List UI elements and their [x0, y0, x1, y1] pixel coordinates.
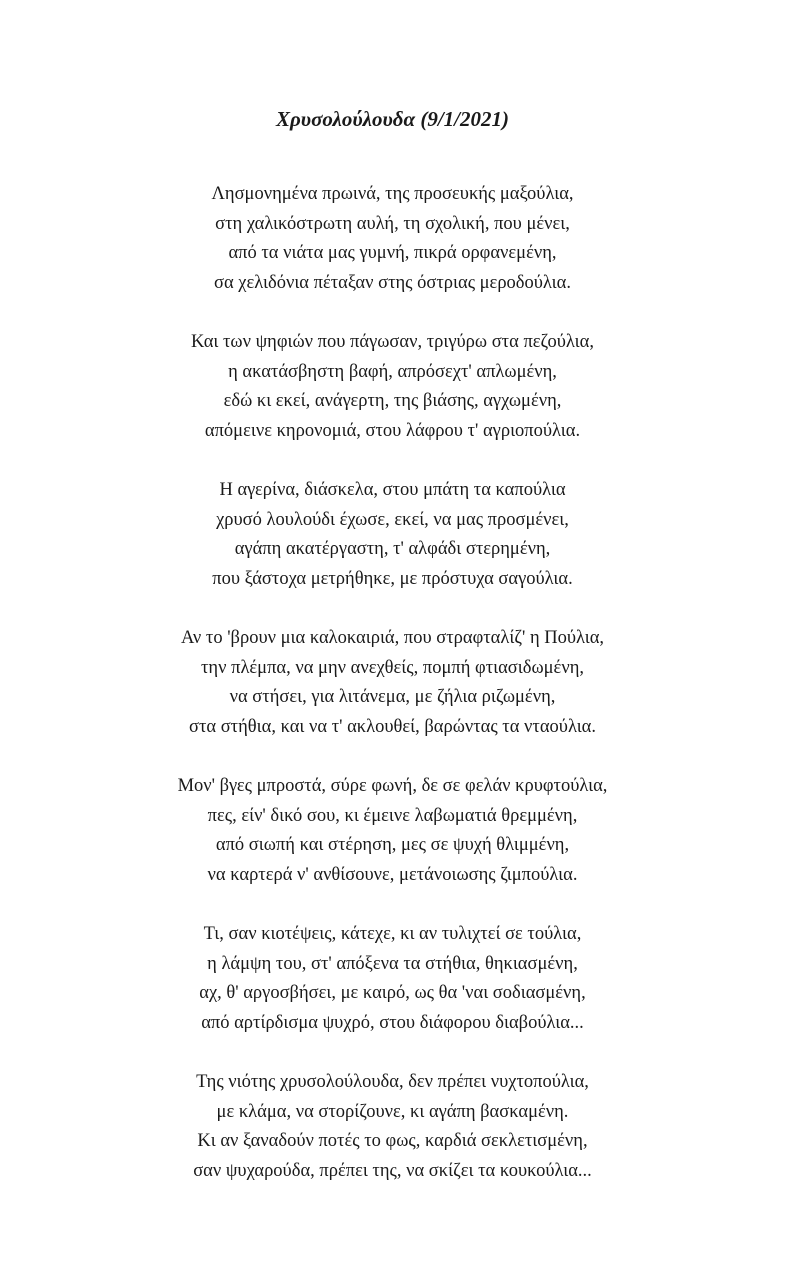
poem-line: στα στήθια, και να τ' ακλουθεί, βαρώντας τα νταούλια.	[188, 716, 597, 737]
poem-line: Μον' βγες μπροστά, σύρε φωνή, δε σε φελάν κρυφτούλια,	[177, 776, 608, 796]
poem-line: η ακατάσβηστη βαφή, απρόσεχτ' απλωμένη,	[228, 361, 557, 382]
stanza-1	[0, 180, 785, 298]
poem-line: Η αγερίνα, διάσκελα, στου μπάτη τα καπούλια	[219, 480, 566, 500]
poem-line: από τα νιάτα μας γυμνή, πικρά ορφανεμένη,	[228, 243, 557, 263]
poem-line: Και των ψηφιών που πάγωσαν, τριγύρω στα πεζούλια,	[191, 332, 594, 352]
poem-line: από σιωπή και στέρηση, μες σε ψυχή θλιμμένη,	[215, 835, 570, 855]
poem-line: χρυσό λουλούδι έχωσε, εκεί, να μας προσμένει,	[216, 509, 569, 530]
poem-line: σαν ψυχαρούδα, πρέπει της, να σκίζει τα κουκούλια...	[193, 1160, 592, 1181]
stanza-6	[0, 920, 785, 1038]
poem-line: να στήσει, για λιτάνεμα, με ζήλια ριζωμένη,	[229, 687, 556, 707]
poem-line: πες, είν' δικό σου, κι έμεινε λαβωματιά θρεμμένη,	[207, 805, 578, 826]
poem-line: απόμεινε κηρονομιά, στου λάφρου τ' αγριοπούλια.	[204, 420, 581, 441]
poem-line: με κλάμα, να στορίζουνε, κι αγάπη βασκαμένη.	[216, 1101, 569, 1122]
poem-line: αχ, θ' αργοσβήσει, με καιρό, ως θα 'ναι σοδιασμένη,	[199, 983, 586, 1003]
stanza-4	[0, 624, 785, 742]
poem-line: να καρτερά ν' ανθίσουνε, μετάνοιωσης ζιμπούλια.	[207, 864, 578, 885]
poem-line: που ξάστοχα μετρήθηκε, με πρόστυχα σαγούλια.	[212, 568, 573, 589]
poem-line: Τι, σαν κιοτέψεις, κάτεχε, κι αν τυλιχτεί σε τούλια,	[203, 924, 582, 944]
stanza-3	[0, 476, 785, 594]
poem-line: εδώ κι εκεί, ανάγερτη, της βιάσης, αγχωμένη,	[223, 391, 562, 411]
poem-line: Λησμονημένα πρωινά, της προσευκής μαξούλια,	[211, 184, 574, 204]
poem-line: Κι αν ξαναδούν ποτές το φως, καρδιά σεκλετισμένη,	[197, 1131, 588, 1151]
poem-line: σα χελιδόνια πέταξαν στης όστριας μεροδούλια.	[214, 272, 571, 293]
stanza-2	[0, 328, 785, 446]
stanza-7	[0, 1068, 785, 1186]
poem-body	[0, 180, 785, 1216]
poem-line: Της νιότης χρυσολούλουδα, δεν πρέπει νυχτοπούλια,	[196, 1072, 589, 1092]
stanza-5	[0, 772, 785, 890]
poem-line: αγάπη ακατέργαστη, τ' αλφάδι στερημένη,	[234, 539, 551, 559]
poem-line: Αν το 'βρουν μια καλοκαιριά, που στραφταλίζ' η Πούλια,	[180, 628, 605, 648]
poem-line: η λάμψη του, στ' απόξενα τα στήθια, θηκιασμένη,	[207, 953, 578, 974]
poem-line: στη χαλικόστρωτη αυλή, τη σχολική, που μένει,	[215, 213, 570, 234]
poem-line: από αρτίρδισμα ψυχρό, στου διάφορου διαβούλια...	[201, 1012, 584, 1033]
poem-line: την πλέμπα, να μην ανεχθείς, πομπή φτιασιδωμένη,	[201, 657, 584, 678]
poem-title: Χρυσολούλουδα (9/1/2021)	[275, 107, 510, 131]
